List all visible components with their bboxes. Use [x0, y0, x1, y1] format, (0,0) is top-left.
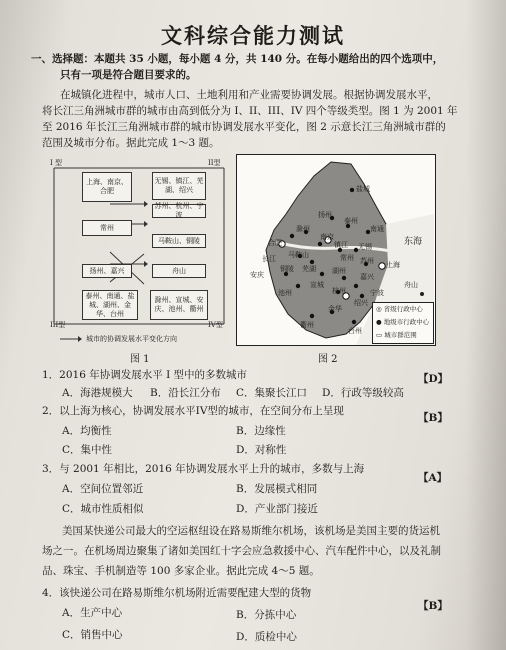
figure-2-caption: 图 2	[318, 354, 338, 365]
figure-1-cell: 上海、南京、合肥	[82, 172, 132, 202]
figure-1-cell: 常州	[82, 220, 132, 236]
question-2-option-b: B．边缘性	[236, 425, 286, 437]
map-label: 绍兴	[354, 299, 368, 307]
page-title: 文科综合能力测试	[161, 23, 345, 48]
question-1-stem: 1．2016 年协调发展水平 I 型中的多数城市	[42, 369, 248, 381]
question-1-option-c: C．集聚长江口	[236, 387, 308, 399]
figure-1-cell: 舟山	[152, 264, 206, 278]
question-1-option-d: D．行政等级较高	[322, 387, 404, 399]
map-label: 芜湖	[302, 265, 316, 273]
map-label: 上海	[386, 261, 400, 269]
question-3-option-c: C．城市性质相似	[62, 503, 144, 515]
type-iv-label: IV型	[208, 321, 223, 329]
passage-line: 至 2016 年长江三角洲城市群的城市协调发展水平变化，图 2 示意长江三角洲城市群的	[42, 121, 446, 133]
question-1-answer: 【D】	[418, 373, 449, 385]
legend-capital: ◎ 省级行政中心	[376, 305, 423, 313]
type-ii-label: II型	[208, 159, 221, 167]
map-label: 宣城	[310, 281, 324, 289]
figure-2-map	[236, 154, 436, 346]
map-label: 无锡	[358, 243, 372, 251]
map-label: 镇江	[334, 241, 348, 249]
map-label: 宁波	[370, 289, 384, 297]
question-2-stem: 2．以上海为核心，协调发展水平IV型的城市，在空间分布上呈现	[42, 405, 344, 417]
question-1-option-b: B．沿长江分布	[150, 387, 221, 399]
map-label: 盐城	[356, 185, 370, 193]
map-label: 南京	[320, 233, 334, 241]
type-iii-label: III型	[50, 321, 66, 329]
question-4-stem: 4．该快递公司在路易斯维尔机场附近需要配建大型的货物	[42, 587, 312, 599]
question-3-option-d: D．产业部门接近	[236, 503, 318, 515]
map-label: 衢州	[300, 321, 314, 329]
map-label: 台州	[348, 327, 362, 335]
question-3-stem: 3．与 2001 年相比，2016 年协调发展水平上升的城市，多数与上海	[42, 463, 365, 475]
map-label: 合肥	[268, 239, 282, 247]
figure-1-caption: 图 1	[130, 354, 150, 365]
map-label: 湖州	[332, 267, 346, 275]
passage-2-line: 场之一。在机场周边聚集了诸如美国红十字会应急救援中心、汽车配件中心，以及礼制	[42, 545, 441, 557]
question-2-answer: 【B】	[418, 412, 448, 424]
question-4-answer: 【B】	[418, 600, 448, 612]
map-label: 舟山	[404, 281, 418, 289]
question-3-option-a: A．空间位置邻近	[62, 483, 144, 495]
section-heading: 一、选择题：本题共 35 小题，每小题 4 分，共 140 分。在每小题给出的四个选项中，	[31, 53, 444, 65]
passage-line: 将长江三角洲城市群的城市由高到低分为 I、II、III、IV 四个等级类型。图 1 为 2001 年	[42, 105, 458, 117]
map-label: 池州	[278, 289, 292, 297]
passage-line: 在城镇化进程中，城市人口、土地利用和产业需要协调发展。根据协调发展水平，	[60, 89, 438, 101]
map-label: 安庆	[250, 271, 264, 279]
map-label: 常州	[340, 254, 354, 262]
question-2-option-a: A．均衡性	[62, 425, 112, 437]
figure-1-legend	[60, 334, 177, 344]
map-legend	[372, 302, 434, 344]
arrow-legend-icon	[60, 336, 82, 342]
map-label-river: 长江	[262, 255, 276, 263]
question-3-option-b: B．发展模式相同	[236, 483, 318, 495]
question-4-option-c: C．销售中心	[62, 629, 123, 641]
map-label: 苏州	[360, 257, 374, 265]
boundary-line-icon: ▭	[376, 331, 383, 339]
figure-1-cell: 泰州、南通、盐城、湖州、金华、台州	[82, 290, 138, 320]
figure-1-cell: 滁州、宣城、安庆、池州、衢州	[150, 290, 208, 320]
question-4-option-d: D．质检中心	[236, 631, 297, 643]
map-label: 南通	[370, 225, 384, 233]
figure-1-cell: 无锡、镇江、芜湖、绍兴	[152, 172, 206, 200]
figure-1-cell: 苏州、杭州、宁波	[152, 204, 206, 218]
question-2-option-c: C．集中性	[62, 444, 113, 456]
legend-city: ● 地级市行政中心	[376, 318, 430, 326]
figure-1-cell: 马鞍山、铜陵	[152, 234, 206, 248]
question-4-option-b: B．分拣中心	[236, 609, 297, 621]
question-3-answer: 【A】	[418, 472, 448, 484]
capital-marker-icon: ◎	[376, 305, 382, 313]
map-label-sea: 东海	[404, 237, 423, 247]
legend-boundary: ▭ 城市群范围	[376, 331, 417, 339]
map-label: 扬州	[318, 211, 332, 219]
map-label: 马鞍山	[288, 251, 309, 259]
figure-1-cell: 扬州、嘉兴	[82, 264, 132, 278]
map-label: 杭州	[332, 287, 346, 295]
question-2-option-d: D．对称性	[236, 444, 287, 456]
map-label: 泰州	[344, 217, 358, 225]
question-1-option-a: A．海港规模大	[62, 387, 133, 399]
section-heading-line2: 只有一项是符合题目要求的。	[60, 69, 197, 81]
question-4-option-a: A．生产中心	[62, 607, 123, 619]
map-label: 铜陵	[280, 265, 294, 273]
map-label: 嘉兴	[360, 273, 374, 281]
page-shadow	[466, 0, 506, 650]
passage-2-line: 品、珠宝、手机制造等 100 多家企业。据此完成 4～5 题。	[42, 565, 320, 577]
city-marker-icon: ●	[376, 318, 382, 326]
map-label: 滁州	[296, 225, 310, 233]
passage-line: 范围及城市分布。据此完成 1～3 题。	[42, 137, 220, 149]
type-i-label: I 型	[50, 159, 62, 167]
map-label: 金华	[328, 305, 342, 313]
figure-1-legend-label: 城市的协调发展水平变化方向	[86, 335, 177, 343]
passage-2-line: 美国某快递公司最大的空运枢纽设在路易斯维尔机场，该机场是美国主要的货运机	[62, 525, 440, 537]
